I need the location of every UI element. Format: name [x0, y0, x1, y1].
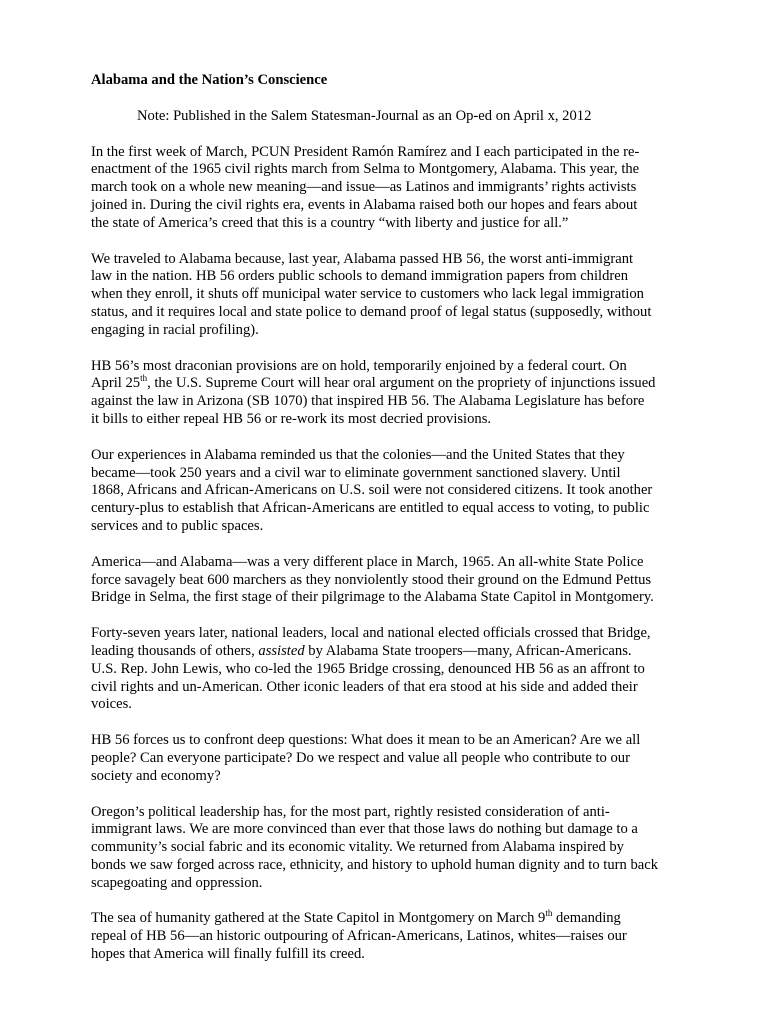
text-segment: leading thousands of others, — [91, 642, 259, 659]
paragraph-5 — [91, 554, 678, 607]
text-line: enactment of the 1965 civil rights march from Selma to Montgomery, Alabama. This year, the — [91, 161, 640, 178]
paragraph-4 — [91, 447, 678, 536]
emphasized-word: assisted — [258, 642, 305, 659]
paragraph-8 — [91, 804, 678, 893]
text-line: hopes that America will finally fulfill its creed. — [91, 946, 365, 963]
text-line: community’s social fabric and its economic vitality. We returned from Alabama inspired by — [91, 839, 624, 856]
text-line: the state of America’s creed that this is a country “with liberty and justice for all.” — [91, 214, 569, 231]
paragraph-6 — [91, 625, 678, 714]
text-line: Our experiences in Alabama reminded us that the colonies—and the United States that they — [91, 446, 625, 463]
text-line — [91, 910, 678, 928]
text-line: voices. — [91, 696, 132, 713]
document-title: Alabama and the Nation’s Conscience — [91, 72, 328, 88]
text-line: became—took 250 years and a civil war to eliminate government sanctioned slavery. Until — [91, 464, 621, 481]
text-line: HB 56’s most draconian provisions are on hold, temporarily enjoined by a federal court. On — [91, 357, 627, 374]
text-line — [91, 375, 678, 393]
text-line: services and to public spaces. — [91, 517, 264, 534]
text-line: when they enroll, it shuts off municipal water service to customers who lack legal immigration — [91, 286, 644, 303]
text-line: people? Can everyone participate? Do we respect and value all people who contribute to our — [91, 749, 630, 766]
text-segment: April 25 — [91, 375, 141, 392]
text-line: Forty-seven years later, national leaders, local and national elected officials crossed that Bridge, — [91, 625, 651, 642]
text-line: joined in. During the civil rights era, events in Alabama raised both our hopes and fears about — [91, 196, 638, 213]
text-line: status, and it requires local and state police to demand proof of legal status (supposedly, without — [91, 303, 652, 320]
text-line: repeal of HB 56—an historic outpouring of African-Americans, Latinos, whites—raises our — [91, 928, 627, 945]
text-line: America—and Alabama—was a very different place in March, 1965. An all-white State Police — [91, 553, 644, 570]
text-line: bonds we saw forged across race, ethnicity, and history to uphold human dignity and to turn back — [91, 856, 659, 873]
paragraph-2 — [91, 251, 678, 340]
text-segment: by Alabama State troopers—many, African-Americans. — [304, 642, 632, 659]
text-line: against the law in Arizona (SB 1070) that inspired HB 56. The Alabama Legislature has before — [91, 393, 645, 410]
text-line: it bills to either repeal HB 56 or re-work its most decried provisions. — [91, 410, 492, 427]
text-segment: demanding — [552, 910, 621, 927]
text-line: force savagely beat 600 marchers as they nonviolently stood their ground on the Edmund Pettus — [91, 571, 652, 588]
ordinal-superscript: th — [545, 908, 553, 919]
text-line: law in the nation. HB 56 orders public schools to demand immigration papers from children — [91, 268, 629, 285]
text-line: We traveled to Alabama because, last year, Alabama passed HB 56, the worst anti-immigrant — [91, 250, 634, 267]
text-line: Oregon’s political leadership has, for the most part, rightly resisted consideration of anti- — [91, 803, 610, 820]
text-line — [91, 643, 678, 661]
text-segment: The sea of humanity gathered at the State Capitol in Montgomery on March 9 — [91, 910, 546, 927]
paragraph-3 — [91, 358, 678, 429]
text-line: immigrant laws. We are more convinced than ever that those laws do nothing but damage to a — [91, 821, 638, 838]
paragraph-9 — [91, 910, 678, 963]
text-line: U.S. Rep. John Lewis, who co-led the 1965 Bridge crossing, denounced HB 56 as an affront to — [91, 660, 645, 677]
text-line: society and economy? — [91, 767, 221, 784]
text-line: In the first week of March, PCUN President Ramón Ramírez and I each participated in the re- — [91, 143, 640, 160]
paragraph-1 — [91, 144, 678, 233]
text-line: engaging in racial profiling). — [91, 321, 259, 338]
text-segment: , the U.S. Supreme Court will hear oral argument on the propriety of injunctions issued — [147, 375, 656, 392]
ordinal-superscript: th — [140, 373, 148, 384]
publication-note: Note: Published in the Salem Statesman-Journal as an Op-ed on April x, 2012 — [137, 107, 592, 124]
paragraph-7 — [91, 732, 678, 785]
text-line: century-plus to establish that African-Americans are entitled to equal access to voting, to public — [91, 500, 650, 517]
text-line: march took on a whole new meaning—and issue—as Latinos and immigrants’ rights activists — [91, 179, 637, 196]
text-line: 1868, Africans and African-Americans on U.S. soil were not considered citizens. It took another — [91, 482, 653, 499]
text-line: civil rights and un-American. Other iconic leaders of that era stood at his side and added their — [91, 678, 638, 695]
text-line: scapegoating and oppression. — [91, 874, 263, 891]
text-line: Bridge in Selma, the first stage of their pilgrimage to the Alabama State Capitol in Montgomery. — [91, 589, 654, 606]
text-line: HB 56 forces us to confront deep questions: What does it mean to be an American? Are we all — [91, 732, 641, 749]
